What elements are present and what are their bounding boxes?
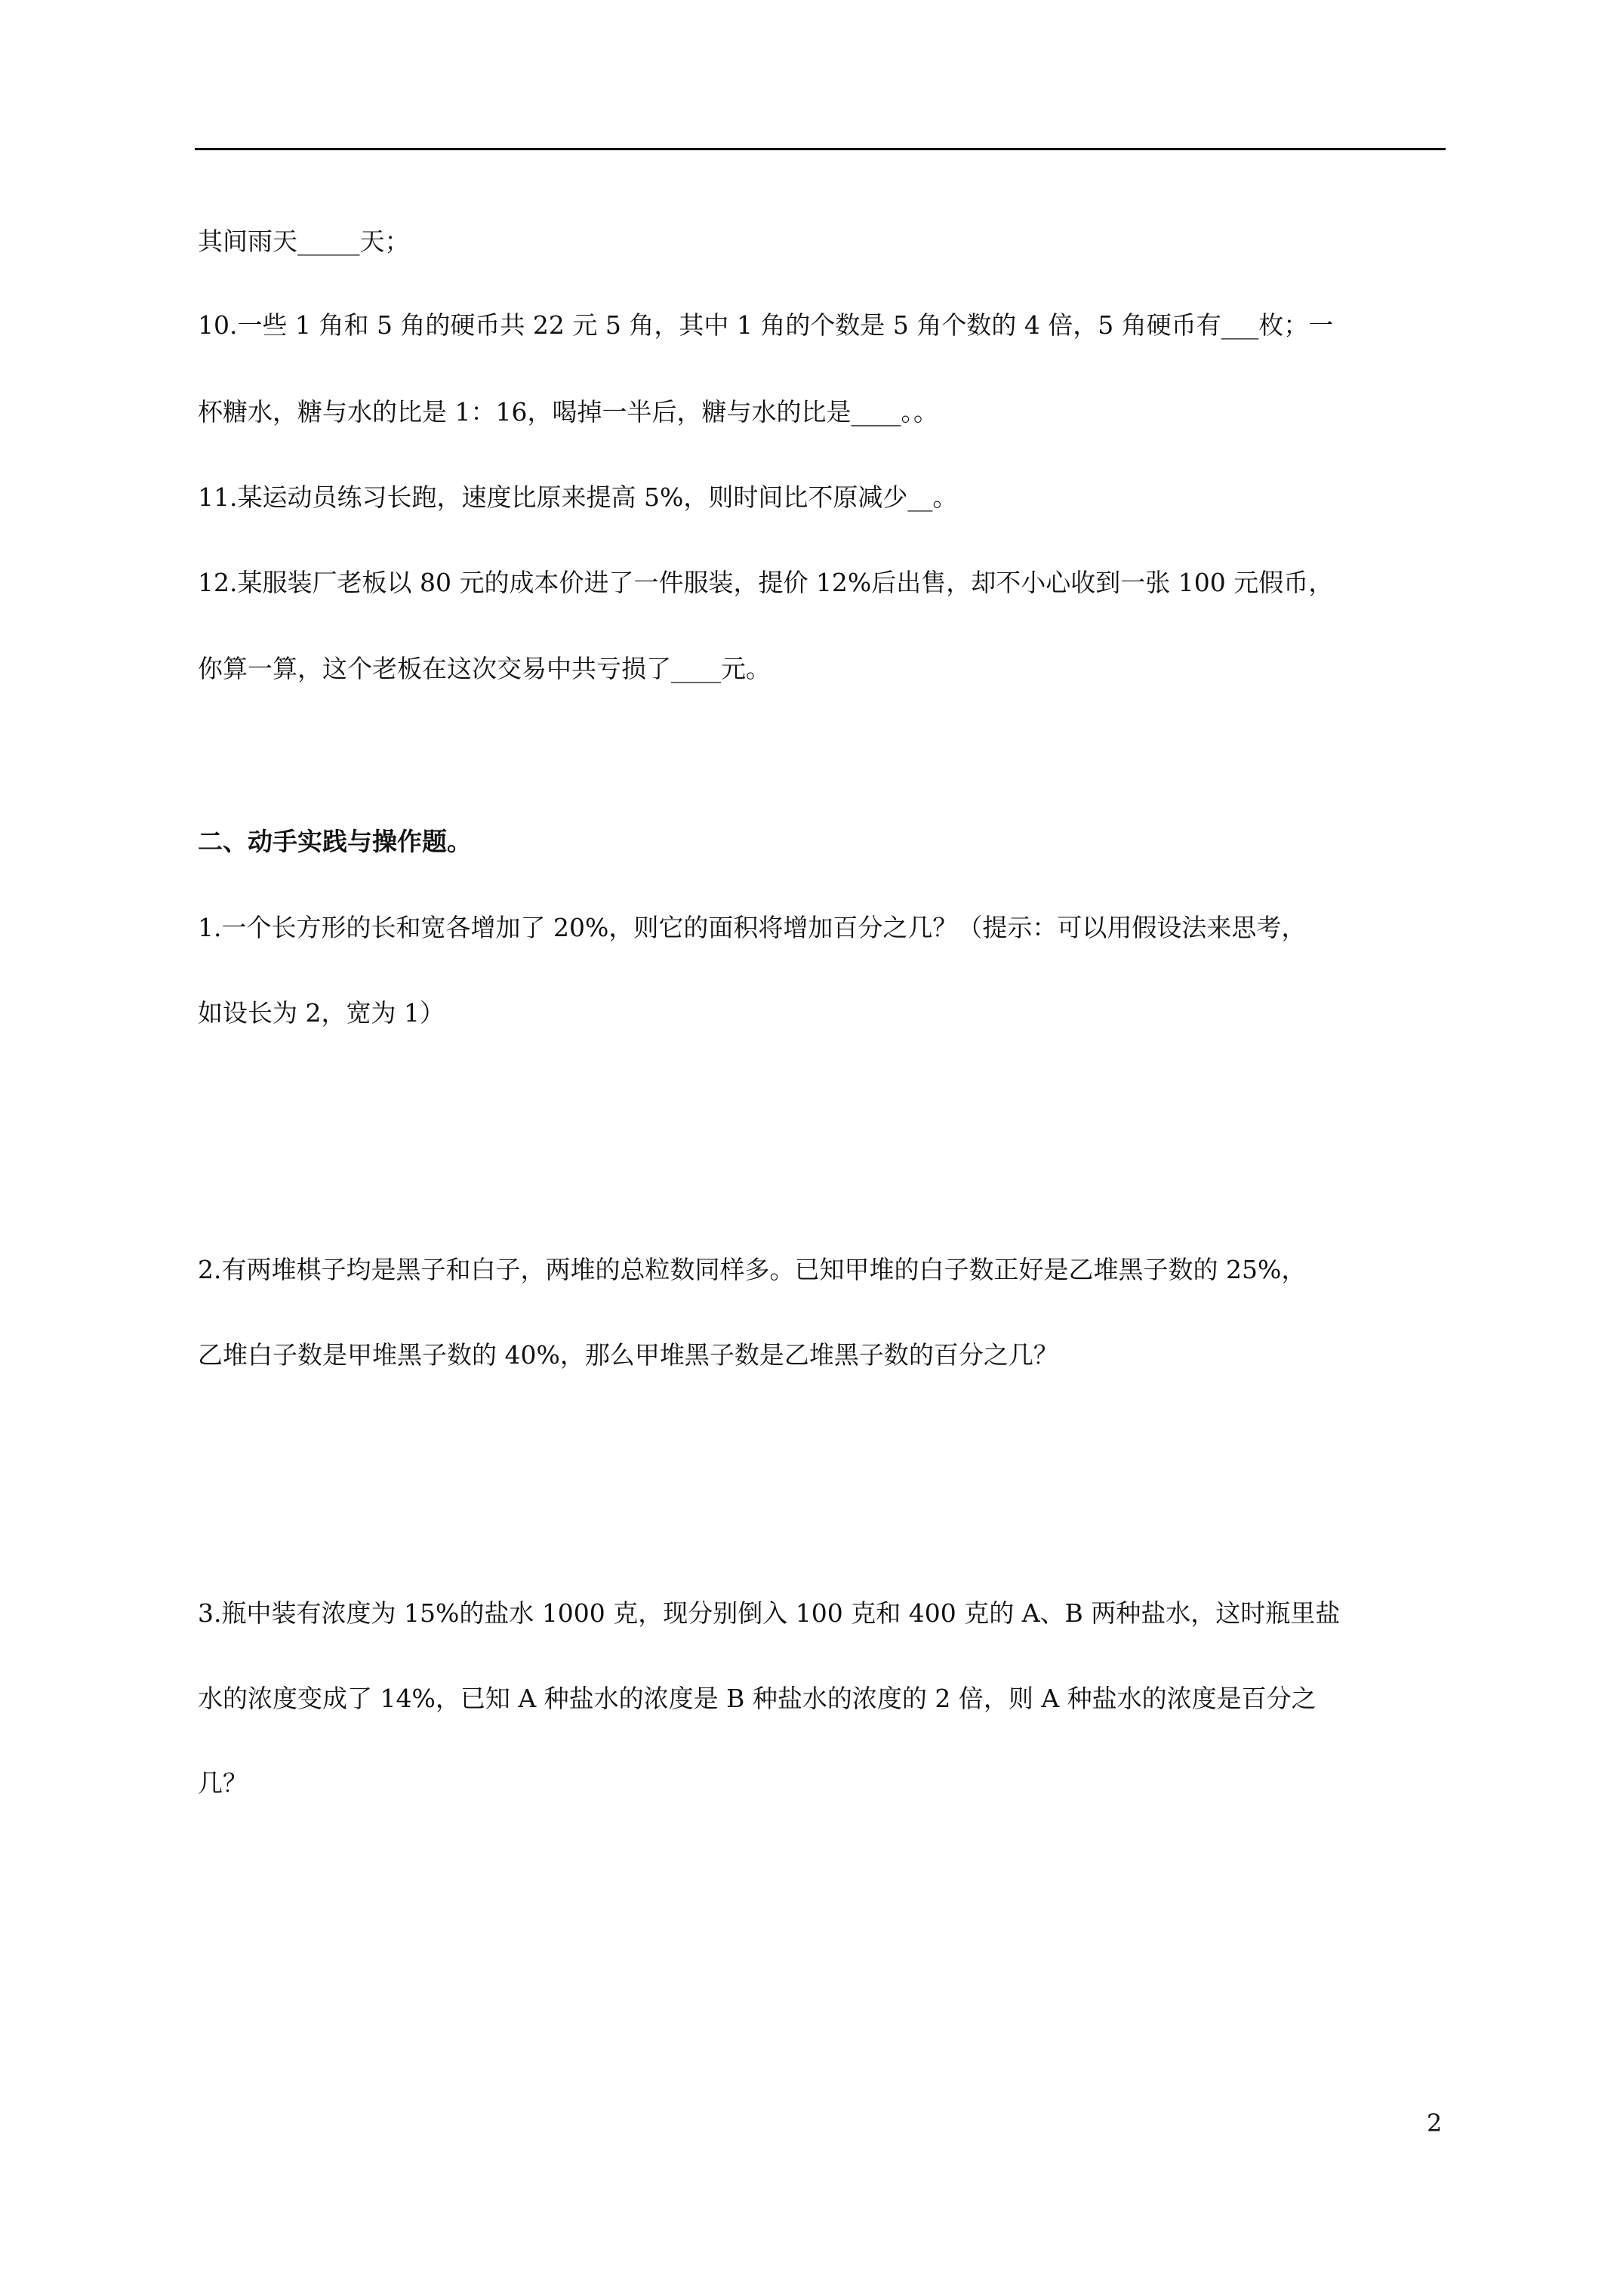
- header-rule: [195, 148, 1446, 150]
- s2-q3-line-1: 3.瓶中装有浓度为 15%的盐水 1000 克，现分别倒入 100 克和 400 克的 A、B 两种盐水，这时瓶里盐: [198, 1598, 1341, 1628]
- s2-q2-line-2: 乙堆白子数是甲堆黑子数的 40%，那么甲堆黑子数是乙堆黑子数的百分之几？: [198, 1340, 1058, 1370]
- s2-q3-line-2: 水的浓度变成了 14%，已知 A 种盐水的浓度是 B 种盐水的浓度的 2 倍，则 A 种盐水的浓度是百分之: [198, 1684, 1317, 1713]
- s2-q1-line-1: 1.一个长方形的长和宽各增加了 20%，则它的面积将增加百分之几？（提示：可以用假设法来思考，: [198, 913, 1307, 942]
- s2-q1-line-2: 如设长为 2，宽为 1）: [198, 998, 445, 1028]
- q10-line-2: 杯糖水，糖与水的比是 1：16，喝掉一半后，糖与水的比是____。。: [198, 397, 938, 427]
- q9-continuation: 其间雨天_____天；: [198, 227, 410, 256]
- q12-line-1: 12.某服装厂老板以 80 元的成本价进了一件服装，提价 12%后出售，却不小心收到一张 100 元假币，: [198, 568, 1334, 597]
- q12-line-2: 你算一算，这个老板在这次交易中共亏损了____元。: [198, 654, 771, 683]
- section-2-title: 二、动手实践与操作题。: [198, 827, 472, 856]
- s2-q2-line-1: 2.有两堆棋子均是黑子和白子，两堆的总粒数同样多。已知甲堆的白子数正好是乙堆黑子数的 25%，: [198, 1255, 1307, 1284]
- q10-line-1: 10.一些 1 角和 5 角的硬币共 22 元 5 角，其中 1 角的个数是 5 角个数的 4 倍，5 角硬币有___枚；一: [198, 310, 1334, 340]
- page-number: 2: [1427, 2109, 1443, 2137]
- s2-q3-line-3: 几？: [198, 1768, 248, 1798]
- q11-text: 11.某运动员练习长跑，速度比原来提高 5%，则时间比不原减少__。: [198, 482, 958, 512]
